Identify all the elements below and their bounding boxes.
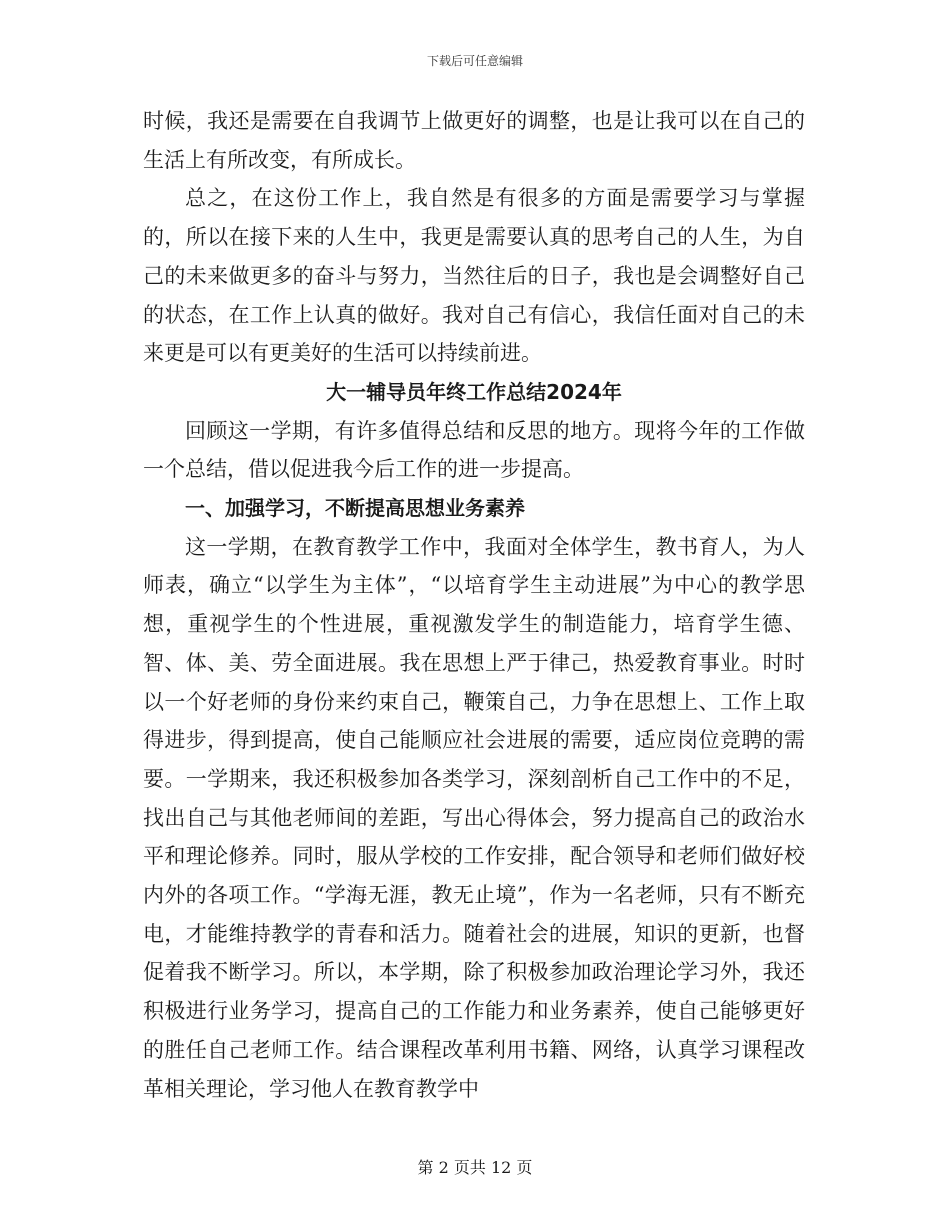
paragraph-body: 这一学期，在教育教学工作中，我面对全体学生，教书育人，为人师表，确立“以学生为主体”，“以培育学生主动进展”为中心的教学思想，重视学生的个性进展，重视激发学生的制造能力，培育学生德、智、体、美、劳全面进展。我在思想上严于律己，热爱教育事业。时时以一个好老师的身份来约束自己，鞭策自己，力争在思想上、工作上取得进步，得到提高，使自己能顺应社会进展的需要，适应岗位竞聘的需要。一学期来，我还积极参加各类学习，深刻剖析自己工作中的不足，找出自己与其他老师间的差距，写出心得体会，努力提高自己的政治水平和理论修养。同时，服从学校的工作安排，配合领导和老师们做好校内外的各项工作。“学海无涯，教无止境”，作为一名老师，只有不断充电，才能维持教学的青春和活力。随着社会的进展，知识的更新，也督促着我不断学习。所以，本学期，除了积极参加政治理论学习外，我还积极进行业务学习，提高自己的工作能力和业务素养，使自己能够更好的胜任自己老师工作。结合课程改革利用书籍、网络，认真学习课程改革相关理论，学习他人在教育教学中 [143,534,805,1101]
paragraph-conclusion: 总之，在这份工作上，我自然是有很多的方面是需要学习与掌握的，所以在接下来的人生中，我更是需要认真的思考自己的人生，为自己的未来做更多的奋斗与努力，当然往后的日子，我也是会调整好自己的状态，在工作上认真的做好。我对自己有信心，我信任面对自己的未来更是可以有更美好的生活可以持续前进。 [143,186,805,366]
paragraph-continued: 时候，我还是需要在自我调节上做更好的调整，也是让我可以在自己的生活上有所改变，有所成长。 [143,109,805,172]
page-header-note: 下载后可任意编辑 [426,54,523,68]
document-body [143,102,805,1108]
paragraph-intro: 回顾这一学期，有许多值得总结和反思的地方。现将今年的工作做一个总结，借以促进我今后工作的进一步提高。 [143,418,805,482]
section-heading: 一、加强学习，不断提高思想业务素养 [185,496,525,521]
document-title: 大一辅导员年终工作总结2024年 [326,379,622,404]
page-number: 第 2 页共 12 页 [417,1158,533,1177]
